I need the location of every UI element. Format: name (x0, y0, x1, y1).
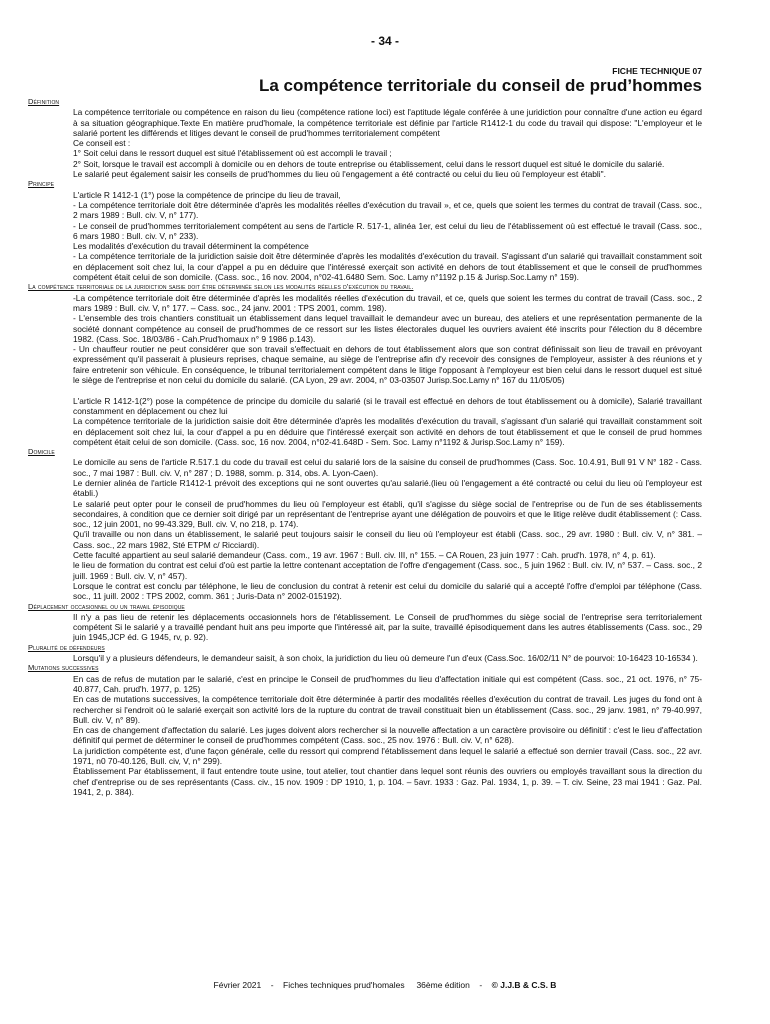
section-body (73, 612, 702, 643)
section-heading: Domicile (28, 447, 55, 457)
paragraph: En cas de mutations successives, la compétence territoriale doit être déterminée à partir des modalités réelles d'exécution du contrat de travail. Les juges du fond ont à rechercher si l'endroit où le salarié exerçait son activité lors de la rupture du contrat de travail constituait bien un établissement (Cass. soc., 29 janv. 1981, n° 79-40.997, Bull. civ. V, n° 89). (73, 694, 702, 725)
paragraph: Le domicile au sens de l'article R.517.1 du code du travail est celui du salarié lors de la saisine du conseil de prud'hommes (Cass. Soc. 10.4.91, Bull 91 V N° 182 - Cass. soc., 7 mai 1987 : Bull. civ. V, n° 287 ; D. 1988, somm. p. 314, obs. A. Lyon-Caen). (73, 457, 702, 478)
paragraph: Le dernier alinéa de l'article R1412-1 prévoit des exceptions qui ne sont ouvertes qu'au salarié.(lieu où l'engagement a été contracté ou celui du lieu où l'employeur est établi.) (73, 477, 702, 499)
page-number: - 34 - (370, 34, 399, 48)
paragraph: L'article R 1412-1 (1°) pose la compétence de principe du lieu de travail, (73, 189, 341, 200)
section-body (73, 293, 702, 447)
paragraph: - Le conseil de prud'hommes territorialement compétent au sens de l'article R. 517-1, alinéa 1er, est celui du lieu de l'établissement où est effectué le travail (Cass. soc., 6 mars 1980 : Bull. civ. V, n° 233). (73, 220, 702, 241)
paragraph: La compétence territoriale ou compétence en raison du lieu (compétence ratione loci) est l'aptitude légale conférée à une juridiction pour connaître d'une action eu égard à sa situation géographique.Texte En matière prud'homale, la compétence territoriale est définie par l'article R1412-1 du code du travail qui dispose: "L'employeur et le salarié portent les différends et litiges devant le conseil de prud'hommes territorialement compétent (73, 107, 702, 138)
footer-separator: - (270, 980, 274, 990)
paragraph: Le salarié peut opter pour le conseil de prud'hommes du lieu où l'employeur est établi, qu'il s'agisse du siège social de l'entreprise ou de l'un de ses établissements secondaires, à condition que ce dernier soit dirigé par un représentant de l'entreprise ayant une délégation de pouvoirs et que le litige relève dudit établissement (: Cass. soc., 12 juin 2001, no 99-43.329, Bull. civ. V, no 218, p. 174). (73, 498, 702, 530)
paragraph: Établissement Par établissement, il faut entendre toute usine, tout atelier, tout chantier dans lequel sont réunis des ouvriers ou employés travaillant sous la direction du chef d'entreprise ou de ses représentants (Cass. civ., 15 nov. 1909 : DP 1910, 1, p. 104. – 5avr. 1933 : Gaz. Pal. 1934, 1, p. 39. – T. civ. Seine, 23 mai 1941 : Gaz. Pal. 1941, 2, p. 384). (73, 766, 702, 797)
paragraph: Qu'il travaille ou non dans un établissement, le salarié peut toujours saisir le conseil du lieu où l'employeur est établi (Cass. soc., 29 avr. 1980 : Bull. civ. V, n° 381. – Cass. soc., 22 mars 1982, Sté ETPM c/ Ricciardi). (73, 529, 702, 550)
fiche-label: FICHE TECHNIQUE 07 (612, 66, 702, 76)
page-title: La compétence territoriale du conseil de prud’hommes (258, 76, 702, 95)
paragraph: Lorsqu'il y a plusieurs défendeurs, le demandeur saisit, à son choix, la juridiction du lieu où demeure l'un d'eux (Cass.Soc. 16/02/11 N° de pourvoi: 10-16423 10-16534 ). (73, 653, 698, 664)
footer-series: Fiches techniques prud'homales (283, 980, 405, 990)
paragraph: 1° Soit celui dans le ressort duquel est situé l'établissement où est accompli le travail ; (73, 148, 392, 159)
paragraph: L'article R 1412-1(2°) pose la compétence de principe du domicile du salarié (si le travail est effectué en dehors de tout établissement ou à domicile), Salarié travaillant constamment en déplacement ou chez lui (73, 395, 702, 416)
section-body (73, 653, 702, 663)
section-body (73, 190, 702, 283)
paragraph: Le salarié peut également saisir les conseils de prud'hommes du lieu où l'engagement a été contracté ou celui du lieu où l'employeur est établi". (73, 169, 606, 180)
section-heading: La compétence territoriale de la juridiction saisie doit être déterminée selon les modalités réelles d’exécution du travail. (28, 282, 414, 292)
footer-separator: - (479, 980, 483, 990)
paragraph: Lorsque le contrat est conclu par téléphone, le lieu de conclusion du contrat à retenir est celui du domicile du salarié qui a accepté l'offre d'emploi par téléphone (Cass. soc., 11 juill. 2002 : TPS 2002, comm. 361 ; Juris-Data n° 2002-015192). (73, 580, 702, 602)
footer-date: Février 2021 (213, 980, 262, 990)
footer-edition: 36ème édition (416, 980, 470, 990)
paragraph: Cette faculté appartient au seul salarié demandeur (Cass. com., 19 avr. 1967 : Bull. civ. III, n° 155. – CA Rouen, 23 juin 1977 : Cah. prud'h. 1978, n° 4, p. 61). (73, 550, 656, 561)
paragraph: le lieu de formation du contrat est celui d'où est partie la lettre contenant acceptation de l'offre d'engagement (Cass. soc., 5 juin 1962 : Bull. civ. IV, n° 537. – Cass. soc., 2 juill. 1969 : Bull. civ. V, n° 457). (73, 560, 702, 581)
section-body (73, 457, 702, 601)
paragraph: - L'ensemble des trois chantiers constituait un établissement dans lequel travaillait le demandeur avec un bureau, des ateliers et une représentation permanente de la société donnant compétence au conseil de prud'hommes de ce ressort sur les listes électorales duquel les ouvriers avaient été inscrits pour l'élection du 8 décembre 1982. (Cass. Soc. 18/03/86 - Cah.Prud'homaux n° 9 1986 p.143). (73, 313, 702, 344)
paragraph: - Un chauffeur routier ne peut considérer que son travail s'effectuait en dehors de tout établissement alors que son contrat définissait son lieu de travail en prévoyant expressément qu'il passerait à plusieurs reprises, chaque semaine, au siège de l'entreprise afin d'y recevoir des consignes de l'employeur, assister à des réunions et y faire entretenir son véhicule. En conséquence, le tribunal territorialement compétent dans le litige l'opposant à l'employeur est bien celui dans le ressort duquel est situé le siège de l'entreprise et non celui du domicile du salarié. (CA Lyon, 29 avr. 2004, n° 03-03507 Jurisp.Soc.Lamy n° 167 du 11/05/05) (73, 344, 702, 386)
section-heading: Principe (28, 179, 55, 189)
section-body (73, 674, 702, 798)
paragraph: - La compétence territoriale doit être déterminée d'après les modalités réelles d'exécution du travail », et ce, quels que soient les termes du contrat de travail (Cass. soc., 2 mars 1989 : Bull. civ. V, n° 177). (73, 199, 702, 221)
paragraph: En cas de refus de mutation par le salarié, c'est en principe le Conseil de prud'hommes du lieu d'affectation initiale qui est compétent (Cass. soc., 21 oct. 1976, n° 75-40.877, Cah. prud'h. 1977, p. 125) (73, 673, 702, 694)
section-body (73, 107, 702, 179)
paragraph: Il n'y a pas lieu de retenir les déplacements occasionnels hors de l'établissement. Le Conseil de prud'hommes du siège social de l'entreprise sera territorialement compétent Si le salarié y a travaillé pendant huit ans peu importe que l'intéressé ait, par la suite, travaillé épisodiquement dans les autres établissements (Cass. soc., 29 juin 1945,JCP éd. G 1945, rv, p. 92). (73, 611, 702, 643)
paragraph: - La compétence territoriale de la juridiction saisie doit être déterminée d'après les modalités d'exécution du travail. S'agissant d'un salarié qui travaillait constamment soit en déplacement soit chez lui, la cour d'appel a pu en déduire que l'intéressé exerçait son activité en dehors de tout établissement et que le conseil de prud'hommes compétent était celui de son domicile. (Cass. soc., 16 nov. 2004, n°02-41.6480 Sem. Soc. Lamy n°1192 p.15 & Jurisp.Soc.Lamy n° 159). (73, 251, 702, 283)
paragraph: Ce conseil est : (73, 138, 131, 149)
document-body (28, 97, 702, 797)
paragraph: La compétence territoriale de la juridiction saisie doit être déterminée d'après les modalités d'exécution du travail, s'agissant d'un salarié qui travaillait constamment soit en déplacement soit chez lui, la cour d'appel a pu en déduire que l'intéressé exerçait son activité en dehors de tout établissement et que le conseil de prud hommes compétent était celui de son domicile. (Cass. soc, 16 nov. 2004, n°02-41.648D - Sem. Soc. Lamy n°1192 & Jurisp.Soc.Lamy n° 159). (73, 416, 702, 447)
paragraph (73, 385, 702, 395)
footer-copyright: © J.J.B & C.S. B (491, 980, 557, 990)
section-heading: Déplacement occasionnel ou un travail épisodique (28, 601, 185, 611)
section-heading: Définition (28, 97, 60, 106)
page-footer (0, 980, 770, 990)
paragraph: En cas de changement d'affectation du salarié. Les juges doivent alors rechercher si la nouvelle affectation a un caractère provisoire ou définitif : c'est le lieu d'affectation définitif qui permet de déterminer le conseil de prud'hommes compétent (Cass. soc., 25 nov. 1976 : Bull. civ. V, n° 628). (73, 725, 702, 746)
paragraph: -La compétence territoriale doit être déterminée d'après les modalités réelles d'exécution du travail, et ce, quels que soient les termes du contrat de travail (Cass. soc., 2 mars 1989 : Bull. civ. V, n° 177. – Cass. soc., 24 janv. 2001 : TPS 2001, comm. 198). (73, 292, 702, 313)
paragraph: 2° Soit, lorsque le travail est accompli à domicile ou en dehors de toute entreprise ou établissement, celui dans le ressort duquel est situé le domicile du salarié. (73, 158, 665, 169)
section-heading: Mutations successives (28, 663, 99, 673)
paragraph: La juridiction compétente est, d'une façon générale, celle du ressort qui comprend l'établissement dans lequel le salarié a effectué son dernier travail (Cass. soc., 22 avr. 1971, n0 70-40.126, Bull. civ, V, n° 299). (73, 745, 702, 766)
section-heading: Pluralité de défendeurs (28, 642, 105, 652)
paragraph: Les modalités d'exécution du travail déterminent la compétence (73, 241, 309, 252)
